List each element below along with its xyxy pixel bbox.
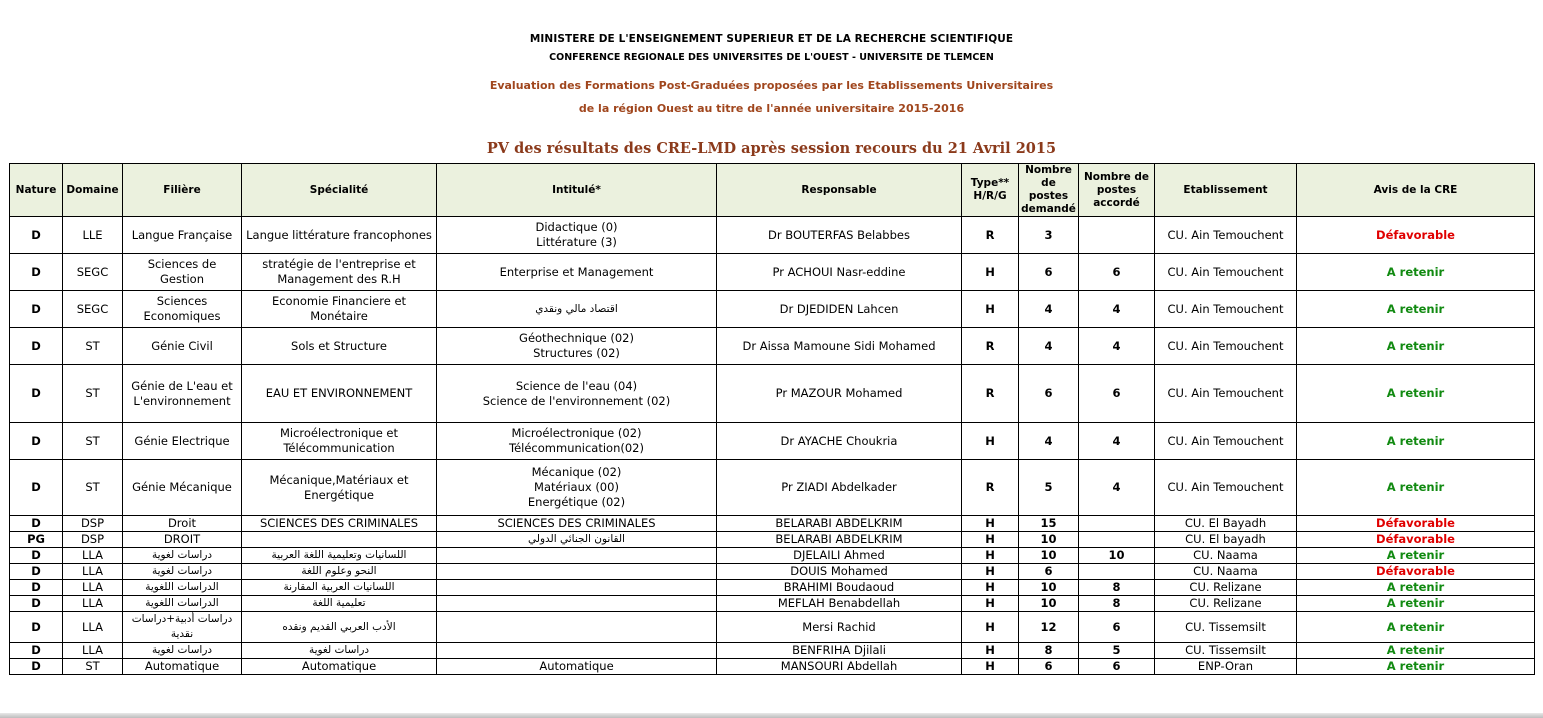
cell-responsable: MEFLAH Benabdellah xyxy=(717,596,962,612)
cell-specialite: Automatique xyxy=(242,659,437,675)
cell-type: H xyxy=(962,516,1019,532)
cell-type: H xyxy=(962,423,1019,460)
table-row xyxy=(10,548,1535,564)
cell-intitule xyxy=(437,217,717,254)
cell-filiere: دراسات لغوية xyxy=(123,643,242,659)
cell-specialite: اللسانيات العربية المقارنة xyxy=(242,580,437,596)
pv-title: PV des résultats des CRE-LMD après session recours du 21 Avril 2015 xyxy=(486,140,1057,157)
cell-filiere: الدراسات اللغوية xyxy=(123,596,242,612)
cell-demande: 4 xyxy=(1019,423,1079,460)
cell-etablissement: CU. El bayadh xyxy=(1155,532,1297,548)
cell-responsable: DOUIS Mohamed xyxy=(717,564,962,580)
cell-filiere: Langue Française xyxy=(123,217,242,254)
cell-responsable: DJELAILI Ahmed xyxy=(717,548,962,564)
cell-domaine: LLE xyxy=(63,217,123,254)
cell-etablissement: CU. Relizane xyxy=(1155,580,1297,596)
cell-demande: 4 xyxy=(1019,291,1079,328)
cell-filiere: Automatique xyxy=(123,659,242,675)
cell-etablissement: CU. Ain Temouchent xyxy=(1155,291,1297,328)
cell-responsable: Dr DJEDIDEN Lahcen xyxy=(717,291,962,328)
cell-intitule xyxy=(437,516,717,532)
table-row xyxy=(10,254,1535,291)
cell-type: R xyxy=(962,460,1019,516)
cell-nature: D xyxy=(10,580,63,596)
cell-filiere: الدراسات اللغوية xyxy=(123,580,242,596)
cell-specialite: الأدب العربي القديم ونقده xyxy=(242,612,437,643)
intitule-line: Télécommunication(02) xyxy=(509,441,644,455)
cell-domaine: ST xyxy=(63,423,123,460)
cell-specialite: Langue littérature francophones xyxy=(242,217,437,254)
cell-accorde: 6 xyxy=(1079,254,1155,291)
cell-responsable: Mersi Rachid xyxy=(717,612,962,643)
cell-responsable: BRAHIMI Boudaoud xyxy=(717,580,962,596)
col-demande: Nombre de postes demandé xyxy=(1019,164,1079,217)
col-responsable: Responsable xyxy=(717,164,962,217)
cell-type: H xyxy=(962,596,1019,612)
cell-avis: A retenir xyxy=(1297,460,1535,516)
cell-demande: 6 xyxy=(1019,365,1079,423)
intitule-line: Matériaux (00) xyxy=(534,480,619,494)
intitule-line: Energétique (02) xyxy=(527,495,626,509)
cell-intitule xyxy=(437,612,717,643)
cell-filiere: Sciences Economiques xyxy=(123,291,242,328)
cell-demande: 6 xyxy=(1019,254,1079,291)
cell-accorde: 4 xyxy=(1079,423,1155,460)
cell-accorde: 4 xyxy=(1079,291,1155,328)
intitule-line: Microélectronique (02) xyxy=(511,426,642,440)
cell-type: H xyxy=(962,291,1019,328)
cell-nature: D xyxy=(10,643,63,659)
cell-etablissement: CU. Ain Temouchent xyxy=(1155,365,1297,423)
cell-demande: 10 xyxy=(1019,532,1079,548)
intitule-line: Géothechnique (02) xyxy=(519,331,634,345)
cell-specialite: Sols et Structure xyxy=(242,328,437,365)
col-avis: Avis de la CRE xyxy=(1297,164,1535,217)
cell-avis: A retenir xyxy=(1297,612,1535,643)
year-heading: de la région Ouest au titre de l'année universitaire 2015-2016 xyxy=(578,102,965,115)
cell-nature: D xyxy=(10,328,63,365)
cell-demande: 8 xyxy=(1019,643,1079,659)
cell-responsable: Pr MAZOUR Mohamed xyxy=(717,365,962,423)
cell-specialite: اللسانيات وتعليمية اللغة العربية xyxy=(242,548,437,564)
cell-filiere: Génie de L'eau et L'environnement xyxy=(123,365,242,423)
table-row xyxy=(10,328,1535,365)
cell-specialite: دراسات لغوية xyxy=(242,643,437,659)
table-row xyxy=(10,532,1535,548)
cell-filiere: دراسات لغوية xyxy=(123,564,242,580)
intitule-line: Science de l'environnement (02) xyxy=(482,393,671,408)
cell-type: H xyxy=(962,643,1019,659)
cell-responsable: BENFRIHA Djilali xyxy=(717,643,962,659)
cell-etablissement: CU. Ain Temouchent xyxy=(1155,328,1297,365)
cell-demande: 4 xyxy=(1019,328,1079,365)
table-row xyxy=(10,291,1535,328)
cell-domaine: SEGC xyxy=(63,254,123,291)
cell-etablissement: CU. Naama xyxy=(1155,548,1297,564)
cell-accorde: 5 xyxy=(1079,643,1155,659)
cell-type: H xyxy=(962,548,1019,564)
cell-responsable: Dr BOUTERFAS Belabbes xyxy=(717,217,962,254)
cell-filiere: Génie Mécanique xyxy=(123,460,242,516)
cell-domaine: SEGC xyxy=(63,291,123,328)
cell-responsable: Dr Aissa Mamoune Sidi Mohamed xyxy=(717,328,962,365)
intitule-line: Automatique xyxy=(539,659,614,673)
cell-accorde xyxy=(1079,532,1155,548)
cell-filiere: Génie Civil xyxy=(123,328,242,365)
cell-etablissement: CU. Naama xyxy=(1155,564,1297,580)
cell-domaine: ST xyxy=(63,328,123,365)
table-row xyxy=(10,516,1535,532)
cell-filiere: دراسات لغوية xyxy=(123,548,242,564)
cell-filiere: دراسات أدبية+دراسات نقدية xyxy=(123,612,242,643)
cell-avis: A retenir xyxy=(1297,291,1535,328)
cell-intitule xyxy=(437,643,717,659)
cell-avis: Défavorable xyxy=(1297,217,1535,254)
cell-responsable: BELARABI ABDELKRIM xyxy=(717,516,962,532)
col-type: Type** H/R/G xyxy=(962,164,1019,217)
cell-responsable: Pr ZIADI Abdelkader xyxy=(717,460,962,516)
cell-avis: A retenir xyxy=(1297,328,1535,365)
cell-specialite: تعليمية اللغة xyxy=(242,596,437,612)
table-row xyxy=(10,596,1535,612)
cell-domaine: LLA xyxy=(63,564,123,580)
cell-demande: 3 xyxy=(1019,217,1079,254)
cell-etablissement: CU. Ain Temouchent xyxy=(1155,217,1297,254)
cell-accorde: 8 xyxy=(1079,596,1155,612)
cell-specialite: Economie Financiere et Monétaire xyxy=(242,291,437,328)
col-filiere: Filière xyxy=(123,164,242,217)
cell-intitule xyxy=(437,365,717,423)
cell-avis: Défavorable xyxy=(1297,564,1535,580)
cell-accorde xyxy=(1079,516,1155,532)
cell-nature: D xyxy=(10,291,63,328)
cell-etablissement: CU. Ain Temouchent xyxy=(1155,423,1297,460)
cell-type: H xyxy=(962,254,1019,291)
conference-heading: CONFERENCE REGIONALE DES UNIVERSITES DE L'OUEST - UNIVERSITE DE TLEMCEN xyxy=(549,52,994,63)
table-header-row xyxy=(10,164,1535,217)
cell-domaine: ST xyxy=(63,460,123,516)
cell-domaine: LLA xyxy=(63,596,123,612)
cell-domaine: DSP xyxy=(63,532,123,548)
cell-responsable: BELARABI ABDELKRIM xyxy=(717,532,962,548)
intitule-line: Littérature (3) xyxy=(536,235,617,249)
cell-accorde: 8 xyxy=(1079,580,1155,596)
cell-etablissement: ENP-Oran xyxy=(1155,659,1297,675)
intitule-line: اقتصاد مالي ونقدي xyxy=(535,302,618,315)
table-body xyxy=(10,217,1535,675)
cell-nature: D xyxy=(10,460,63,516)
cell-specialite: Mécanique,Matériaux et Energétique xyxy=(242,460,437,516)
intitule-line: Structures (02) xyxy=(533,346,620,360)
cell-etablissement: CU. Tissemsilt xyxy=(1155,643,1297,659)
cell-avis: A retenir xyxy=(1297,596,1535,612)
cell-accorde: 6 xyxy=(1079,659,1155,675)
table-row xyxy=(10,580,1535,596)
cell-responsable: Pr ACHOUI Nasr-eddine xyxy=(717,254,962,291)
cell-nature: D xyxy=(10,423,63,460)
cell-filiere: Sciences de Gestion xyxy=(123,254,242,291)
cell-specialite: EAU ET ENVIRONNEMENT xyxy=(242,365,437,423)
cell-type: R xyxy=(962,328,1019,365)
table-row xyxy=(10,217,1535,254)
table-row xyxy=(10,365,1535,423)
cell-specialite: stratégie de l'entreprise et Management des R.H xyxy=(242,254,437,291)
cell-demande: 10 xyxy=(1019,596,1079,612)
cell-responsable: Dr AYACHE Choukria xyxy=(717,423,962,460)
cell-demande: 10 xyxy=(1019,580,1079,596)
cell-intitule xyxy=(437,328,717,365)
cell-type: R xyxy=(962,365,1019,423)
cell-nature: D xyxy=(10,564,63,580)
cell-specialite: Microélectronique et Télécommunication xyxy=(242,423,437,460)
cell-responsable: MANSOURI Abdellah xyxy=(717,659,962,675)
cell-avis: Défavorable xyxy=(1297,516,1535,532)
cell-nature: D xyxy=(10,365,63,423)
cell-filiere: DROIT xyxy=(123,532,242,548)
cell-intitule xyxy=(437,254,717,291)
cell-accorde xyxy=(1079,564,1155,580)
intitule-line: SCIENCES DES CRIMINALES xyxy=(497,516,656,530)
cell-accorde: 6 xyxy=(1079,612,1155,643)
table-row xyxy=(10,423,1535,460)
cell-specialite: النحو وعلوم اللغة xyxy=(242,564,437,580)
intitule-line: Enterprise et Management xyxy=(499,264,654,279)
cell-demande: 5 xyxy=(1019,460,1079,516)
cell-type: H xyxy=(962,659,1019,675)
evaluation-heading: Evaluation des Formations Post-Graduées proposées par les Etablissements Universitaires xyxy=(489,79,1054,92)
cell-nature: D xyxy=(10,516,63,532)
cell-demande: 15 xyxy=(1019,516,1079,532)
cell-intitule xyxy=(437,596,717,612)
table-row xyxy=(10,643,1535,659)
cell-demande: 6 xyxy=(1019,564,1079,580)
cell-specialite xyxy=(242,532,437,548)
col-etablissement: Etablissement xyxy=(1155,164,1297,217)
cell-intitule xyxy=(437,423,717,460)
cell-accorde xyxy=(1079,217,1155,254)
cell-intitule xyxy=(437,580,717,596)
cell-accorde: 6 xyxy=(1079,365,1155,423)
cell-domaine: ST xyxy=(63,365,123,423)
col-specialite: Spécialité xyxy=(242,164,437,217)
cell-etablissement: CU. Relizane xyxy=(1155,596,1297,612)
cell-intitule xyxy=(437,460,717,516)
cell-type: R xyxy=(962,217,1019,254)
cell-avis: A retenir xyxy=(1297,548,1535,564)
cell-filiere: Droit xyxy=(123,516,242,532)
page-bottom-shadow xyxy=(0,713,1543,718)
intitule-line: Science de l'eau (04) xyxy=(515,378,638,393)
cell-avis: A retenir xyxy=(1297,254,1535,291)
col-accorde: Nombre de postes accordé xyxy=(1079,164,1155,217)
cell-avis: A retenir xyxy=(1297,643,1535,659)
cell-type: H xyxy=(962,564,1019,580)
cell-demande: 6 xyxy=(1019,659,1079,675)
cell-intitule xyxy=(437,564,717,580)
cell-etablissement: CU. Ain Temouchent xyxy=(1155,254,1297,291)
cell-domaine: LLA xyxy=(63,580,123,596)
cell-etablissement: CU. Ain Temouchent xyxy=(1155,460,1297,516)
cell-avis: A retenir xyxy=(1297,580,1535,596)
cell-demande: 12 xyxy=(1019,612,1079,643)
cell-avis: A retenir xyxy=(1297,423,1535,460)
table-row xyxy=(10,659,1535,675)
intitule-line: القانون الجنائي الدولي xyxy=(528,533,625,545)
cell-type: H xyxy=(962,580,1019,596)
cell-accorde: 4 xyxy=(1079,328,1155,365)
table-row xyxy=(10,460,1535,516)
cell-avis: A retenir xyxy=(1297,365,1535,423)
cell-accorde: 10 xyxy=(1079,548,1155,564)
cell-nature: PG xyxy=(10,532,63,548)
intitule-line: Didactique (0) xyxy=(535,220,618,234)
cell-intitule xyxy=(437,548,717,564)
cell-avis: Défavorable xyxy=(1297,532,1535,548)
col-domaine: Domaine xyxy=(63,164,123,217)
cell-nature: D xyxy=(10,254,63,291)
cell-filiere: Génie Electrique xyxy=(123,423,242,460)
cell-nature: D xyxy=(10,548,63,564)
cell-etablissement: CU. El Bayadh xyxy=(1155,516,1297,532)
cell-intitule xyxy=(437,659,717,675)
intitule-line: Mécanique (02) xyxy=(531,465,622,479)
table-row xyxy=(10,612,1535,643)
cell-demande: 10 xyxy=(1019,548,1079,564)
cell-specialite: SCIENCES DES CRIMINALES xyxy=(242,516,437,532)
col-nature: Nature xyxy=(10,164,63,217)
results-table xyxy=(9,163,1535,675)
cell-type: H xyxy=(962,612,1019,643)
cell-domaine: LLA xyxy=(63,643,123,659)
cell-intitule xyxy=(437,291,717,328)
cell-accorde: 4 xyxy=(1079,460,1155,516)
cell-domaine: DSP xyxy=(63,516,123,532)
cell-type: H xyxy=(962,532,1019,548)
cell-intitule xyxy=(437,532,717,548)
table-row xyxy=(10,564,1535,580)
cell-nature: D xyxy=(10,217,63,254)
cell-domaine: ST xyxy=(63,659,123,675)
cell-avis: A retenir xyxy=(1297,659,1535,675)
cell-etablissement: CU. Tissemsilt xyxy=(1155,612,1297,643)
cell-nature: D xyxy=(10,659,63,675)
cell-nature: D xyxy=(10,596,63,612)
cell-domaine: LLA xyxy=(63,548,123,564)
cell-nature: D xyxy=(10,612,63,643)
ministry-heading: MINISTERE DE L'ENSEIGNEMENT SUPERIEUR ET DE LA RECHERCHE SCIENTIFIQUE xyxy=(529,33,1014,45)
col-intitule: Intitulé* xyxy=(437,164,717,217)
cell-domaine: LLA xyxy=(63,612,123,643)
